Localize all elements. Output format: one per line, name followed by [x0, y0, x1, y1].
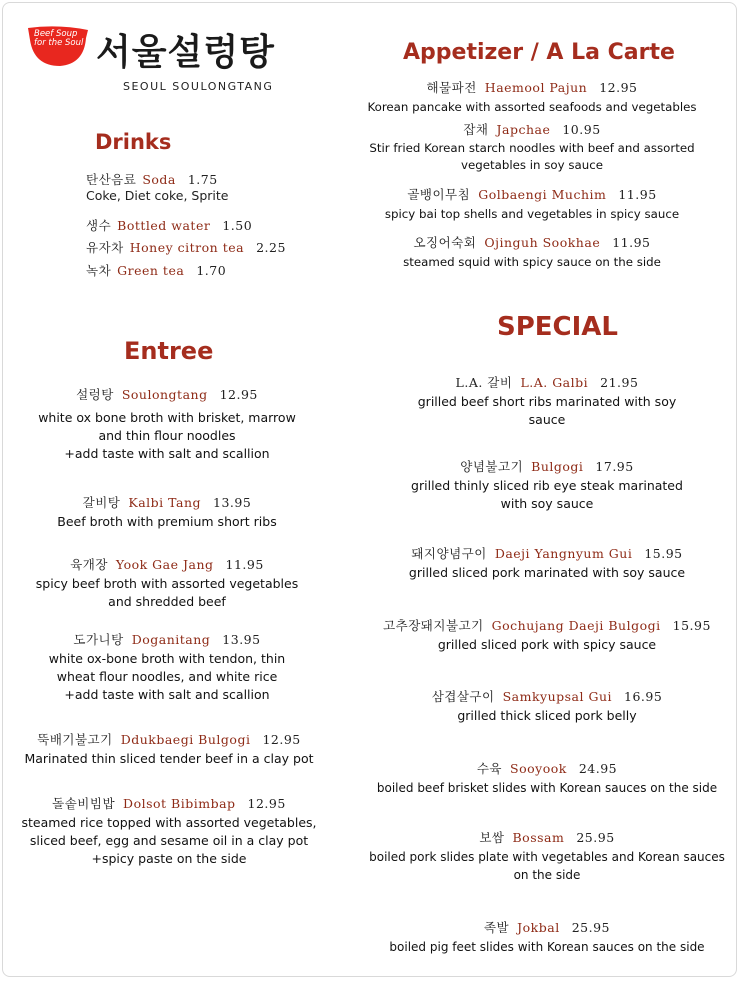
item-ko: 오징어숙회	[413, 235, 477, 250]
special-item	[356, 828, 738, 884]
desc-line: grilled sliced pork marinated with soy sauce	[408, 565, 686, 580]
entree-title: Entree	[124, 337, 214, 365]
item-ko: 해물파전	[426, 80, 477, 95]
item-heading	[362, 616, 732, 634]
item-price: 12.95	[219, 387, 258, 402]
item-price: 10.95	[562, 122, 601, 137]
desc-line: on the side	[513, 868, 581, 882]
item-heading	[352, 120, 712, 138]
item-ko: 뚝배기불고기	[37, 732, 113, 747]
item-ko: 양념불고기	[460, 459, 524, 474]
entree-item	[14, 794, 324, 868]
desc-line: steamed squid with spicy sauce on the side	[403, 255, 661, 269]
item-price: 25.95	[576, 830, 615, 845]
drink-price: 2.25	[256, 240, 286, 255]
drink-item	[86, 238, 286, 256]
item-description	[352, 253, 712, 271]
desc-line: boiled pork slides plate with vegetables and Korean sauces	[369, 850, 725, 864]
appetizer-item	[352, 120, 712, 174]
item-price: 15.95	[644, 546, 683, 561]
item-en: Jokbal	[517, 920, 560, 935]
special-item	[362, 616, 732, 654]
entree-item	[14, 730, 324, 768]
logo-english-name: SEOUL SOULONGTANG	[123, 80, 274, 93]
item-ko: 설렁탕	[76, 387, 114, 402]
item-price: 12.95	[247, 796, 286, 811]
item-description	[352, 205, 712, 223]
item-price: 17.95	[595, 459, 634, 474]
desc-line: sauce	[528, 412, 566, 427]
item-en: Daeji Yangnyum Gui	[494, 546, 633, 561]
item-price: 11.95	[618, 187, 657, 202]
appetizer-item	[352, 78, 712, 116]
item-description	[356, 848, 738, 884]
item-ko: 도가니탕	[73, 632, 124, 647]
entree-item	[22, 385, 312, 463]
item-price: 13.95	[213, 495, 252, 510]
item-en: Yook Gae Jang	[115, 557, 214, 572]
item-en: Sooyook	[510, 761, 567, 776]
item-en: Samkyupsal Gui	[502, 689, 613, 704]
desc-line: and shredded beef	[108, 594, 226, 609]
item-ko: 돼지양념구이	[411, 546, 487, 561]
item-heading	[14, 794, 324, 812]
item-en: Ddukbaegi Bulgogi	[120, 732, 251, 747]
item-ko: 잡채	[463, 122, 489, 137]
item-ko: 돌솥비빔밥	[52, 796, 116, 811]
special-item	[362, 918, 732, 956]
desc-line: spicy beef broth with assorted vegetables	[35, 576, 299, 591]
item-description	[352, 140, 712, 174]
item-en: Haemool Pajun	[484, 80, 588, 95]
item-en: Doganitang	[131, 632, 211, 647]
item-en: Ojinguh Sookhae	[484, 235, 601, 250]
drink-sub: Coke, Diet coke, Sprite	[86, 188, 229, 203]
item-price: 13.95	[222, 632, 261, 647]
item-price: 24.95	[578, 761, 618, 776]
item-description	[362, 477, 732, 513]
desc-line: spicy bai top shells and vegetables in spicy sauce	[384, 207, 680, 221]
item-description	[362, 393, 732, 429]
item-ko: 육개장	[70, 557, 108, 572]
desc-line: Stir fried Korean starch noodles with beef and assorted	[369, 141, 695, 155]
desc-line: wheat flour noodles, and white rice	[56, 669, 278, 684]
logo-badge	[26, 24, 90, 68]
item-en: Golbaengi Muchim	[478, 187, 607, 202]
item-ko: 삼겹살구이	[431, 689, 495, 704]
item-price: 12.95	[262, 732, 301, 747]
drink-price: 1.50	[222, 218, 253, 233]
item-heading	[362, 373, 732, 391]
desc-line: boiled pig feet slides with Korean sauces on the side	[389, 940, 705, 954]
desc-line: grilled thick sliced pork belly	[457, 708, 637, 723]
desc-line: white ox-bone broth with tendon, thin	[48, 651, 286, 666]
special-title: SPECIAL	[497, 312, 618, 342]
item-description	[352, 98, 712, 116]
item-ko: 수육	[476, 761, 503, 776]
item-price: 11.95	[225, 557, 264, 572]
drink-en: Honey citron tea	[129, 240, 245, 255]
item-heading	[362, 918, 732, 936]
item-heading	[362, 457, 732, 475]
item-en: Soulongtang	[121, 387, 208, 402]
restaurant-logo	[26, 22, 282, 94]
item-ko: 고추장돼지불고기	[383, 618, 484, 633]
item-description	[22, 409, 312, 463]
item-heading	[22, 493, 312, 511]
item-en: Bossam	[512, 830, 565, 845]
desc-line: +spicy paste on the side	[91, 851, 247, 866]
desc-line: steamed rice topped with assorted vegetables,	[21, 815, 317, 830]
item-ko: 갈비탕	[82, 495, 121, 510]
drink-ko: 유자차	[86, 240, 124, 255]
desc-line: Marinated thin sliced tender beef in a clay pot	[24, 751, 314, 766]
item-heading	[22, 385, 312, 403]
desc-line: Beef broth with premium short ribs	[57, 514, 277, 529]
item-heading	[352, 233, 712, 251]
desc-line: Korean pancake with assorted seafoods and vegetables	[367, 100, 697, 114]
desc-line: with soy sauce	[500, 496, 594, 511]
drink-en: Soda	[142, 172, 176, 187]
item-heading	[22, 555, 312, 573]
special-item	[362, 687, 732, 725]
item-en: Gochujang Daeji Bulgogi	[491, 618, 661, 633]
special-item	[362, 759, 732, 797]
item-description	[14, 750, 324, 768]
desc-line: white ox bone broth with brisket, marrow	[38, 410, 296, 425]
item-ko: 골뱅이무침	[407, 187, 471, 202]
desc-line: vegetables in soy sauce	[461, 158, 603, 172]
item-price: 16.95	[624, 689, 663, 704]
item-heading	[22, 630, 312, 648]
desc-line: +add taste with salt and scallion	[64, 446, 270, 461]
item-description	[22, 650, 312, 704]
special-item	[362, 373, 732, 429]
item-heading	[356, 828, 738, 846]
item-heading	[362, 544, 732, 562]
item-description	[14, 814, 324, 868]
item-price: 12.95	[599, 80, 638, 95]
item-description	[362, 564, 732, 582]
desc-line: +add taste with salt and scallion	[64, 687, 270, 702]
desc-line: and thin flour noodles	[98, 428, 236, 443]
item-description	[362, 636, 732, 654]
item-heading	[362, 687, 732, 705]
special-item	[362, 544, 732, 582]
item-price: 25.95	[571, 920, 611, 935]
item-en: Japchae	[496, 122, 551, 137]
item-en: Dolsot Bibimbap	[123, 796, 236, 811]
item-description	[22, 575, 312, 611]
item-description	[362, 779, 732, 797]
appetizer-item	[352, 233, 712, 271]
item-en: Bulgogi	[531, 459, 584, 474]
desc-line: grilled thinly sliced rib eye steak marinated	[411, 478, 683, 493]
item-price: 15.95	[672, 618, 711, 633]
drinks-title: Drinks	[95, 130, 172, 154]
item-price: 21.95	[600, 375, 639, 390]
drink-item	[86, 170, 218, 188]
item-description	[22, 513, 312, 531]
drink-price: 1.75	[187, 172, 218, 187]
entree-item	[22, 555, 312, 611]
entree-item	[22, 493, 312, 531]
drink-ko: 생수	[86, 218, 112, 233]
drink-ko: 탄산음료	[86, 172, 137, 187]
item-heading	[14, 730, 324, 748]
drink-item	[86, 216, 252, 234]
drink-en: Green tea	[117, 263, 185, 278]
drink-item	[86, 261, 226, 279]
desc-line: boiled beef brisket slides with Korean sauces on the side	[376, 781, 718, 795]
item-ko: 족발	[483, 920, 510, 935]
item-en: L.A. Galbi	[520, 375, 589, 390]
appetizer-item	[352, 185, 712, 223]
item-heading	[352, 185, 712, 203]
drink-ko: 녹차	[86, 263, 112, 278]
desc-line: grilled sliced pork with spicy sauce	[437, 637, 657, 652]
drink-price: 1.70	[196, 263, 227, 278]
item-ko: L.A. 갈비	[455, 375, 513, 390]
item-description	[362, 707, 732, 725]
logo-badge-text: Beef Soup for the Soul	[34, 29, 84, 48]
item-price: 11.95	[612, 235, 651, 250]
item-ko: 보쌈	[479, 830, 505, 845]
item-heading	[362, 759, 732, 777]
item-heading	[352, 78, 712, 96]
desc-line: sliced beef, egg and sesame oil in a clay pot	[29, 833, 309, 848]
special-item	[362, 457, 732, 513]
entree-item	[22, 630, 312, 704]
logo-korean-name: 서울설렁탕	[96, 31, 275, 73]
desc-line: grilled beef short ribs marinated with soy	[417, 394, 677, 409]
drink-en: Bottled water	[117, 218, 211, 233]
item-description	[362, 938, 732, 956]
appetizer-title: Appetizer / A La Carte	[403, 40, 675, 65]
item-en: Kalbi Tang	[128, 495, 202, 510]
